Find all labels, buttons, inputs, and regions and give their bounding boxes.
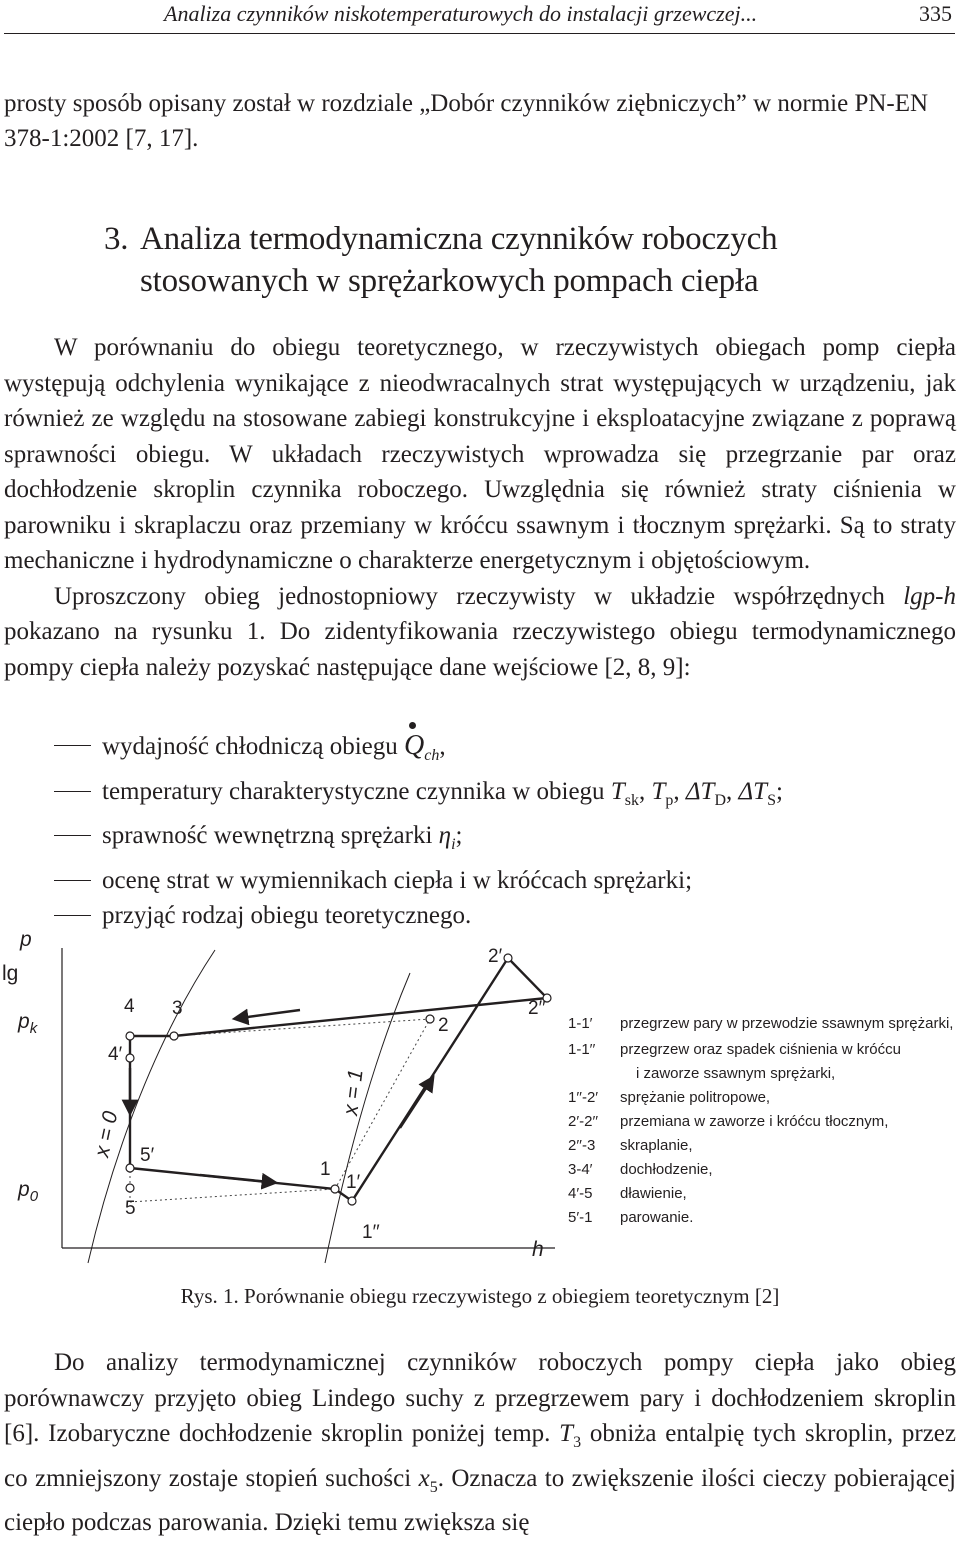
axis-h-label: h — [532, 1238, 544, 1261]
list-dash — [54, 880, 91, 881]
list-item-text: wydajność chłodniczą obiegu — [102, 733, 398, 760]
label-1: 1 — [320, 1159, 331, 1180]
pk-label: $p_k$ — [18, 1010, 38, 1037]
legend-row — [568, 1209, 693, 1226]
list-item-text: przyjąć rodzaj obiegu teoretycznego. — [102, 902, 472, 929]
list-dash — [54, 791, 91, 792]
list-punct: ; — [775, 777, 783, 805]
legend — [568, 1015, 953, 1226]
list-item-text: temperatury charakterystyczne czynnika w obiegu — [102, 777, 605, 805]
running-header — [0, 0, 960, 34]
list-dash — [54, 745, 91, 746]
section-title-line1: Analiza termodynamiczna czynników roboczych — [140, 221, 778, 257]
label-4: 4 — [124, 996, 135, 1017]
figure-caption: Rys. 1. Porównanie obiegu rzeczywistego z obiegiem teoretycznym [2] — [180, 1284, 780, 1308]
body-text — [4, 330, 956, 685]
point-4p — [126, 1054, 134, 1062]
symbol-subscript: D — [714, 791, 726, 809]
label-1pp: 1′′ — [362, 1222, 380, 1243]
label-2p: 2′ — [488, 946, 503, 967]
temp-symbol: T — [651, 777, 666, 805]
list-item — [4, 863, 956, 899]
p0-label: $p_0$ — [18, 1178, 39, 1205]
cooling-capacity-symbol: Q — [404, 728, 424, 764]
label-4p: 4′ — [108, 1044, 123, 1065]
point-2 — [426, 1015, 434, 1023]
point-2p — [504, 954, 512, 962]
label-5: 5 — [125, 1198, 136, 1219]
svg-text:1′′-2′: 1′′-2′ — [568, 1089, 599, 1106]
temp-symbol: T — [610, 777, 625, 805]
svg-text:dławienie,: dławienie, — [620, 1185, 687, 1202]
list-item — [4, 774, 956, 819]
temp-symbol: ΔT — [738, 777, 768, 805]
symbol-subscript: S — [767, 791, 776, 809]
symbol-subscript: 3 — [573, 1434, 582, 1451]
list-dash — [54, 915, 91, 916]
svg-text:1-1′: 1-1′ — [568, 1015, 593, 1032]
paragraph-3-start: Do analizy termodynamicznej czynników roboczych pompy ciepła jako obieg porównawczy przyjęto obieg Lindego suchy z przegrzewem pary i dochłodzeniem skroplin [6]. Izobaryczne dochłodzenie skroplin poniżej temp. — [4, 1349, 956, 1447]
axis-lg-label: lg — [2, 962, 19, 985]
svg-text:5′-1: 5′-1 — [568, 1209, 593, 1226]
point-5p — [126, 1164, 134, 1172]
svg-text:przegrzew pary w przewodzie ss: przegrzew pary w przewodzie ssawnym sprężarki, — [620, 1015, 954, 1032]
point-5 — [126, 1184, 134, 1192]
temp-symbol: ΔT — [685, 777, 715, 805]
lgp-h-diagram — [0, 918, 960, 1278]
page-number: 335 — [919, 1, 952, 26]
label-2: 2 — [438, 1015, 449, 1036]
legend-row — [568, 1015, 953, 1032]
x0-label: x = 0 — [90, 1109, 123, 1160]
axis-p-label: p — [20, 928, 32, 951]
legend-row — [568, 1041, 901, 1058]
svg-text:przegrzew oraz spadek ciśnieni: przegrzew oraz spadek ciśnienia w króćcu — [620, 1041, 901, 1058]
svg-text:2′-2′′: 2′-2′′ — [568, 1113, 599, 1130]
symbol-subscript: sk — [624, 791, 639, 809]
legend-row — [568, 1161, 713, 1178]
evaporation-arrow — [200, 1175, 270, 1182]
section-title-line2: stosowanych w sprężarkowych pompach ciepła — [140, 263, 759, 299]
svg-text:przemiana w zaworze i króćcu t: przemiana w zaworze i króćcu tłocznym, — [620, 1113, 889, 1130]
symbol-subscript: 5 — [429, 1478, 438, 1496]
label-3: 3 — [172, 998, 183, 1019]
quality-symbol: x — [418, 1464, 430, 1492]
point-1 — [331, 1185, 339, 1193]
input-data-list — [4, 728, 956, 934]
list-item — [4, 728, 956, 774]
list-punct: , — [638, 777, 652, 805]
label-1p: 1′ — [346, 1172, 361, 1193]
paragraph-1: W porównaniu do obiegu teoretycznego, w rzeczywistych obiegach pomp ciepła występują odchylenia wynikające z nieodwracalnych strat występujących w urządzeniu, jak również ze względu na stosowane zabiegi konstrukcyjne i eksploatacyjne związane z poprawą sprawności obiegu. W układach rzeczywistych wprowadza się przegrzanie par oraz dochłodzenie skroplin czynnika roboczego. Uwzględnia się również straty ciśnienia w parowniku i skraplaczu oraz przemiany w króćcu ssawnym i tłocznym sprężarki. Są to straty mechaniczne i hydrodynamiczne o charakterze energetycznym i objętościowym. — [4, 334, 956, 574]
legend-row — [636, 1065, 835, 1082]
list-punct: , — [439, 733, 446, 760]
legend-row — [568, 1185, 687, 1202]
list-punct: , — [726, 777, 739, 805]
condensation-arrow — [240, 1010, 300, 1018]
efficiency-symbol: η — [438, 822, 452, 849]
list-item-text: ocenę strat w wymiennikach ciepła i w króćcach sprężarki; — [102, 866, 693, 894]
svg-text:1-1′′: 1-1′′ — [568, 1041, 596, 1058]
section-number: 3. — [104, 221, 129, 257]
compression-arrow — [400, 1082, 430, 1128]
list-punct: ; — [455, 822, 463, 849]
svg-text:3-4′: 3-4′ — [568, 1161, 593, 1178]
paragraph-3-middle: obniża entalpię tych skroplin, przez co zmniejszony zostaje stopień suchości — [4, 1420, 956, 1492]
legend-row — [568, 1137, 693, 1154]
paragraph-2 — [4, 579, 956, 686]
list-item-text: sprawność wewnętrzną sprężarki — [102, 822, 433, 849]
svg-text:sprężanie politropowe,: sprężanie politropowe, — [620, 1089, 771, 1106]
list-item — [4, 818, 956, 863]
svg-text:dochłodzenie,: dochłodzenie, — [620, 1161, 713, 1178]
label-5p: 5′ — [140, 1145, 155, 1166]
paragraph-2-end: pokazano na rysunku 1. Do zidentyfikowania rzeczywistego obiegu termodynamicznego pompy ciepła należy pozyskać następujące dane wejściowe [2, 8, 9]: — [4, 618, 956, 681]
saturated-liquid-curve — [88, 950, 215, 1263]
running-title: Analiza czynników niskotemperaturowych do instalacji grzewczej... — [164, 1, 758, 26]
coord-system: lgp-h — [903, 582, 956, 610]
svg-text:i zaworze ssawnym sprężarki,: i zaworze ssawnym sprężarki, — [636, 1065, 836, 1082]
point-3 — [170, 1032, 178, 1040]
paragraph-2-start: Uproszczony obieg jednostopniowy rzeczywisty w układzie współrzędnych — [54, 582, 885, 610]
legend-row — [568, 1089, 770, 1106]
symbol-subscript: p — [665, 791, 674, 809]
paragraph-3-end: . Oznacza to zwiększenie ilości cieczy pobierającej ciepło podczas parowania. Dzięki temu zwiększa się — [4, 1464, 957, 1536]
point-4 — [126, 1032, 134, 1040]
svg-text:parowanie.: parowanie. — [620, 1209, 694, 1226]
symbol-subscript: i — [451, 836, 456, 853]
x1-label: x = 1 — [339, 1068, 368, 1117]
svg-text:skraplanie,: skraplanie, — [620, 1137, 693, 1154]
svg-text:4′-5: 4′-5 — [568, 1185, 593, 1202]
theoretical-cycle — [130, 1019, 430, 1202]
temp-symbol: T — [559, 1420, 574, 1447]
paragraph-3 — [4, 1345, 956, 1541]
section-heading — [104, 218, 924, 302]
list-punct: , — [673, 777, 686, 805]
label-2pp: 2′′ — [528, 998, 546, 1019]
legend-row — [568, 1113, 888, 1130]
list-dash — [54, 835, 91, 836]
point-1pp — [348, 1197, 356, 1205]
intro-paragraph: prosty sposób opisany został w rozdziale „Dobór czynników ziębniczych” w normie PN-EN 378-1:2002 [7, 17]. — [4, 90, 929, 152]
header-rule — [4, 33, 955, 34]
svg-text:2′′-3: 2′′-3 — [568, 1137, 596, 1154]
symbol-subscript: ch — [424, 747, 440, 764]
real-cycle-path — [130, 958, 547, 1201]
